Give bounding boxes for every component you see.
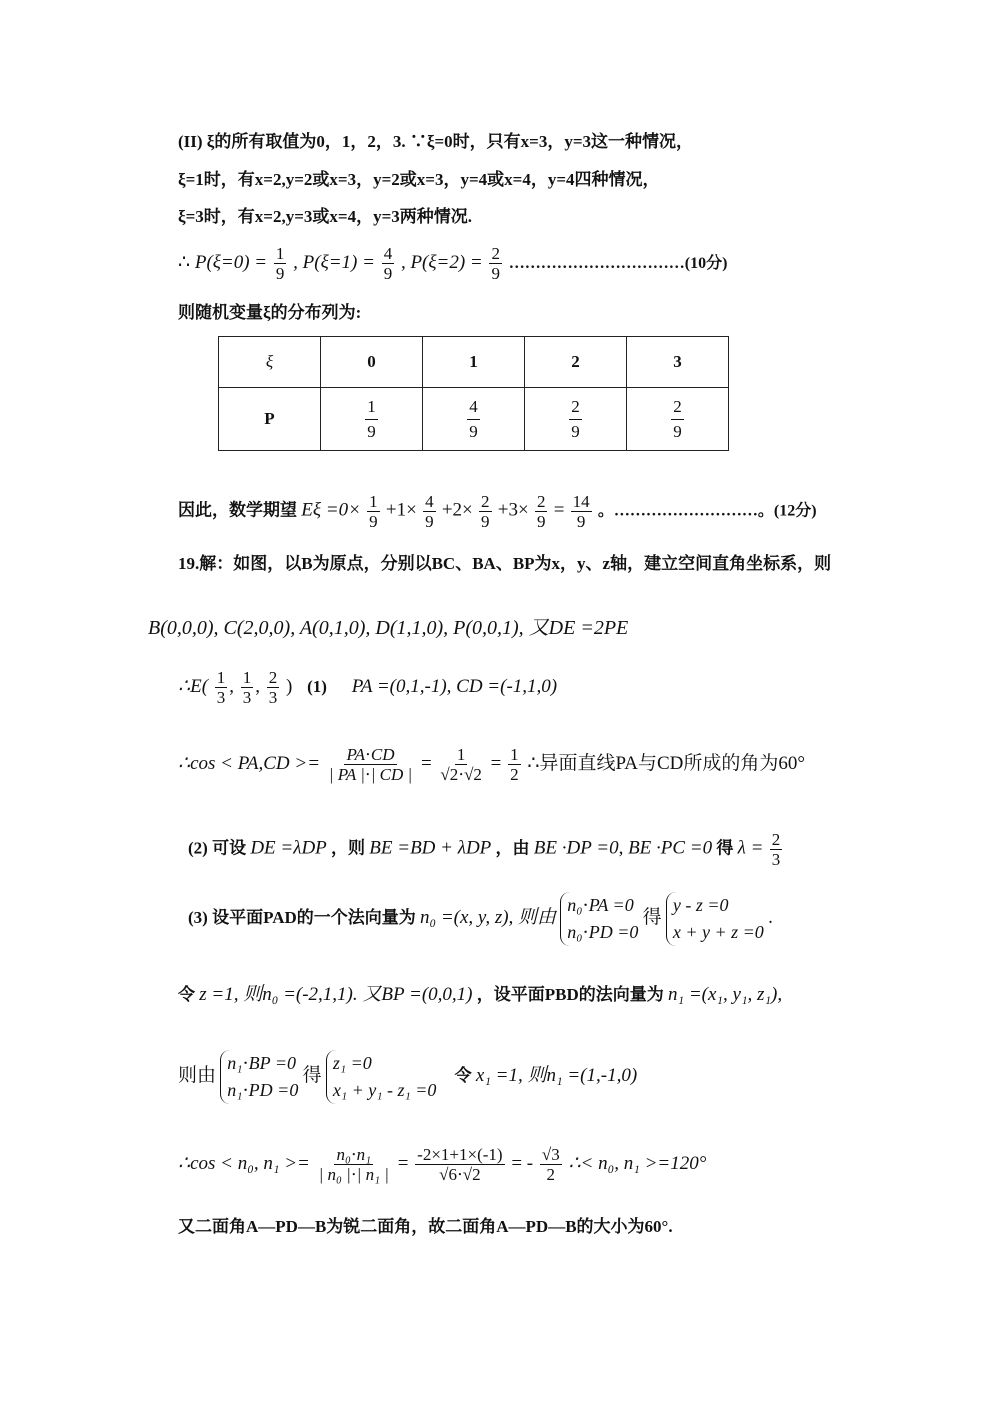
frac-den: 9 bbox=[275, 264, 285, 283]
frac-num: 1 bbox=[242, 668, 252, 687]
exp-term: +3× bbox=[497, 499, 529, 521]
cos-eq: = bbox=[490, 752, 502, 774]
q19-final: 又二面角A—PD—B为锐二面角，故二面角A—PD—B的大小为60°. bbox=[178, 1217, 673, 1236]
cos2-frac bbox=[317, 1145, 391, 1184]
part2-g: λ = bbox=[737, 837, 764, 859]
prob-p2-left: , P(ξ=2) = bbox=[400, 251, 483, 273]
part2-a: DE =λDP bbox=[250, 837, 327, 859]
sys-let: 令 bbox=[454, 1065, 472, 1085]
prob-p1-left: , P(ξ=1) = bbox=[293, 251, 375, 273]
frac-num: -2×1+1×(-1) bbox=[417, 1145, 503, 1164]
cos2-end: ∴< n₀, n₁ >=120° bbox=[568, 1152, 707, 1174]
expectation-lhs: Eξ =0× bbox=[301, 499, 361, 521]
frac-den: 9 bbox=[469, 421, 478, 441]
cos-frac-3 bbox=[508, 745, 521, 784]
part3-de: 得 bbox=[642, 906, 662, 928]
part2-line2: ξ=1时，有x=2,y=2或x=3，y=2或x=3，y=4或x=4，y=4四种情况， bbox=[178, 170, 660, 189]
frac-den: 9 bbox=[571, 421, 580, 441]
part3-vec: n₀ =(x, y, z), 则由 bbox=[420, 906, 557, 928]
system-3 bbox=[220, 1050, 298, 1104]
frac-den: 3 bbox=[268, 688, 278, 707]
frac-num: 1 bbox=[510, 745, 519, 764]
frac-num: 2 bbox=[268, 668, 278, 687]
table-cell: 3 bbox=[627, 337, 729, 388]
probability-line bbox=[178, 244, 727, 283]
e-frac bbox=[215, 668, 228, 707]
table-cell: P bbox=[219, 388, 321, 451]
frac-num: 1 bbox=[275, 244, 285, 263]
frac-den: | PA |⋅| CD | bbox=[328, 765, 413, 784]
cos-frac bbox=[327, 745, 414, 784]
table-cell: 1 bbox=[423, 337, 525, 388]
frac-den: √2⋅√2 bbox=[440, 765, 482, 784]
exp-frac-3 bbox=[479, 492, 492, 531]
frac-den: 2 bbox=[546, 1165, 556, 1184]
sys-de: 得 bbox=[302, 1064, 322, 1086]
table-cell bbox=[627, 388, 729, 451]
let-n1: n₁ =(x₁, y₁, z₁), bbox=[667, 984, 783, 1005]
exp-frac-1 bbox=[367, 492, 380, 531]
e-frac bbox=[267, 668, 280, 707]
frac-num: 2 bbox=[569, 395, 582, 420]
expectation-prefix: 因此，数学期望 bbox=[178, 500, 297, 520]
frac-2-9 bbox=[489, 244, 502, 283]
frac-num: PA⋅CD bbox=[346, 745, 395, 764]
table-cell: 2 bbox=[525, 337, 627, 388]
distribution-table bbox=[218, 336, 729, 451]
system-eq: n₀⋅PA =0 bbox=[567, 895, 634, 915]
sys-prefix: 则由 bbox=[178, 1064, 217, 1086]
table-cell bbox=[525, 388, 627, 451]
cos2-lhs: ∴cos < n₀, n₁ >= bbox=[178, 1152, 310, 1174]
q19-part3 bbox=[188, 892, 773, 946]
table-cell bbox=[423, 388, 525, 451]
part3-label: (3) 设平面PAD的一个法向量为 bbox=[188, 907, 416, 927]
frac-num: n₀⋅n₁ bbox=[336, 1145, 372, 1164]
cell-fraction bbox=[569, 395, 582, 444]
table-row-prob bbox=[219, 388, 729, 451]
frac-den: 9 bbox=[536, 512, 546, 531]
cos2-eq: = bbox=[397, 1152, 409, 1174]
part1-label: (1) bbox=[307, 676, 327, 696]
part2-c: BE =BD + λDP bbox=[369, 837, 492, 859]
frac-den: | n₀ |⋅| n₁ | bbox=[318, 1165, 389, 1184]
expectation-line bbox=[178, 492, 817, 531]
table-cell bbox=[321, 388, 423, 451]
part2-line1: (II) ξ的所有取值为0，1，2，3. ∵ξ=0时，只有x=3，y=3这一种情况， bbox=[178, 132, 694, 151]
frac-den: 9 bbox=[576, 512, 586, 531]
frac-den: 9 bbox=[425, 512, 434, 531]
cell-fraction bbox=[671, 395, 684, 444]
system-eq: n₁⋅PD =0 bbox=[227, 1080, 299, 1100]
cell-fraction bbox=[365, 395, 378, 444]
system-eq: x + y + z =0 bbox=[672, 922, 764, 942]
lambda-frac bbox=[770, 830, 783, 869]
table-row-header bbox=[219, 337, 729, 388]
frac-den: 3 bbox=[216, 688, 226, 707]
frac-den: 2 bbox=[510, 765, 519, 784]
q19-e-line: ∴E( $\frac{1}{3}$ , $\frac{1}{3}$ , $\frac{2}{3}$ ) (1) PA =(0,1,-1), CD =(-1,1,0) bbox=[178, 668, 558, 707]
prob-score: ……………………………(10分) bbox=[508, 254, 728, 272]
frac-num: 4 bbox=[467, 395, 480, 420]
frac-num: 2 bbox=[481, 492, 490, 511]
part2-f: 得 bbox=[716, 838, 734, 858]
system-4 bbox=[326, 1050, 437, 1104]
frac-num: 1 bbox=[369, 492, 378, 511]
q19-let-line bbox=[178, 984, 782, 1006]
system-2 bbox=[666, 892, 764, 946]
exp-eq: = bbox=[553, 499, 565, 521]
frac-den: √6⋅√2 bbox=[439, 1165, 481, 1184]
part2-label: (2) 可设 bbox=[188, 838, 247, 858]
frac-den: 3 bbox=[771, 850, 781, 869]
q19-title: 19.解：如图，以B为原点，分别以BC、BA、BP为x，y、z轴，建立空间直角坐标系，则 bbox=[178, 554, 832, 573]
frac-den: 9 bbox=[481, 512, 490, 531]
system-eq: n₀⋅PD =0 bbox=[567, 922, 639, 942]
frac-num: 1 bbox=[216, 668, 226, 687]
exp-frac-2 bbox=[423, 492, 436, 531]
exp-term: +1× bbox=[385, 499, 417, 521]
part1-vectors: PA =(0,1,-1), CD =(-1,1,0) bbox=[351, 675, 558, 697]
prob-p0-left: P(ξ=0) = bbox=[194, 251, 268, 273]
q19-cos2-line bbox=[178, 1145, 706, 1184]
prob-prefix: ∴ bbox=[178, 251, 191, 273]
frac-num: 2 bbox=[671, 395, 684, 420]
frac-den: 9 bbox=[673, 421, 682, 441]
let-text: z =1, 则n₀ =(-2,1,1). 又BP =(0,0,1) bbox=[199, 984, 473, 1005]
exp-frac-4 bbox=[535, 492, 548, 531]
part3-end: . bbox=[768, 906, 773, 928]
frac-num: 4 bbox=[383, 244, 393, 263]
let-label: 令 bbox=[178, 985, 195, 1004]
q19-cos-line bbox=[178, 745, 805, 784]
cos2-frac-2 bbox=[415, 1145, 504, 1184]
frac-num: 4 bbox=[425, 492, 434, 511]
e-prefix: ∴E( bbox=[178, 675, 209, 697]
system-eq: n₁⋅BP =0 bbox=[227, 1053, 296, 1073]
e-frac bbox=[241, 668, 254, 707]
system-eq: z₁ =0 bbox=[332, 1053, 372, 1073]
table-cell: ξ bbox=[219, 337, 321, 388]
frac-num: 2 bbox=[536, 492, 546, 511]
frac-num: 1 bbox=[456, 745, 466, 764]
part2-b: ，则 bbox=[331, 838, 366, 858]
system-1 bbox=[560, 892, 638, 946]
frac-num: 2 bbox=[771, 830, 781, 849]
cos2-frac-3 bbox=[540, 1145, 562, 1184]
sys-let-text: x₁ =1, 则n₁ =(1,-1,0) bbox=[475, 1064, 638, 1086]
frac-4-9 bbox=[382, 244, 395, 283]
frac-den: 9 bbox=[369, 512, 378, 531]
exp-frac-5 bbox=[571, 492, 592, 531]
frac-num: 2 bbox=[491, 244, 500, 263]
e-close: ) bbox=[286, 675, 293, 697]
system-eq: x₁ + y₁ - z₁ =0 bbox=[332, 1080, 437, 1100]
part2-line3: ξ=3时，有x=2,y=3或x=4，y=3两种情况. bbox=[178, 207, 473, 226]
distribution-intro: 则随机变量ξ的分布列为: bbox=[178, 303, 362, 322]
cos-frac-2 bbox=[438, 745, 483, 784]
expectation-score: 。………………………。(12分) bbox=[597, 502, 817, 520]
cos2-eq: = - bbox=[511, 1152, 534, 1174]
q19-system-line bbox=[178, 1050, 637, 1104]
part2-d: ，由 bbox=[495, 838, 530, 858]
frac-1-9 bbox=[274, 244, 287, 283]
cell-fraction bbox=[467, 395, 480, 444]
frac-den: 3 bbox=[242, 688, 252, 707]
frac-num: √3 bbox=[541, 1145, 560, 1164]
frac-den: 9 bbox=[367, 421, 376, 441]
frac-num: 1 bbox=[365, 395, 378, 420]
frac-den: 9 bbox=[383, 264, 393, 283]
table-cell: 0 bbox=[321, 337, 423, 388]
cos-conclusion: ∴异面直线PA与CD所成的角为60° bbox=[527, 752, 806, 774]
cos-eq: = bbox=[420, 752, 432, 774]
part2-e: BE ·DP =0, BE ·PC =0 bbox=[533, 837, 713, 859]
q19-part2 bbox=[188, 830, 784, 869]
q19-points: B(0,0,0), C(2,0,0), A(0,1,0), D(1,1,0), P(0,0,1), 又DE =2PE bbox=[148, 617, 629, 639]
cos-lhs: ∴cos < PA,CD >= bbox=[178, 752, 321, 774]
frac-den: 9 bbox=[491, 264, 500, 283]
let-pbd: ，设平面PBD的法向量为 bbox=[476, 985, 664, 1004]
frac-num: 14 bbox=[572, 492, 590, 511]
exp-term: +2× bbox=[441, 499, 473, 521]
system-eq: y - z =0 bbox=[672, 895, 729, 915]
